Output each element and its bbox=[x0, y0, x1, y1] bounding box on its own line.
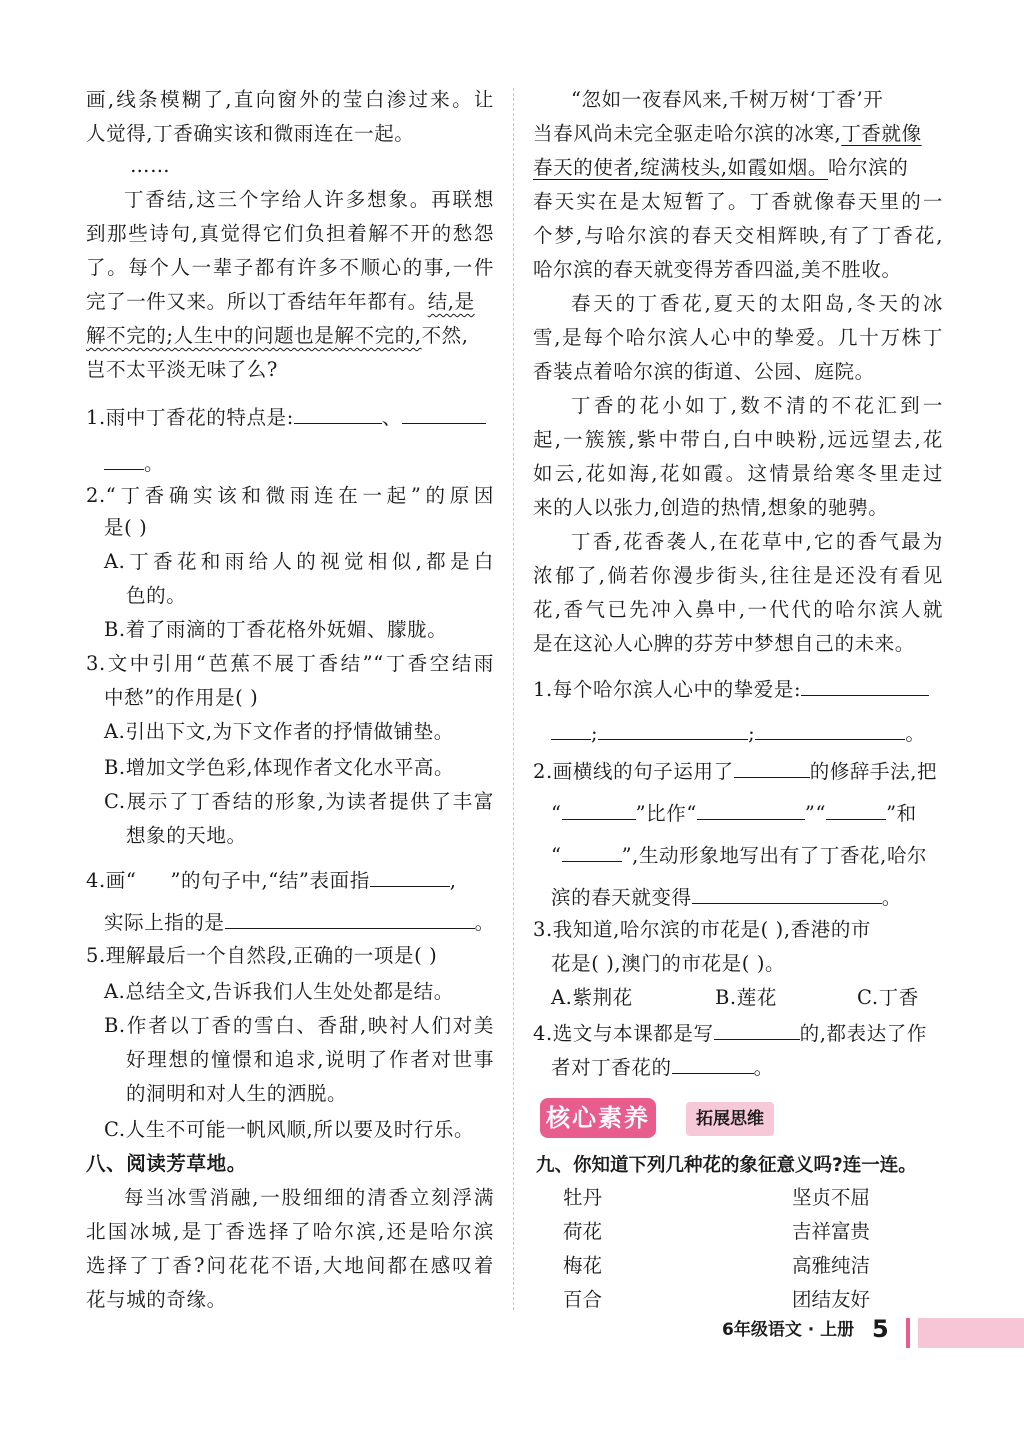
quote: “ bbox=[551, 802, 562, 825]
question-r3-cont: 花是( ),澳门的市花是( )。 bbox=[551, 952, 786, 975]
question-r1-cont bbox=[551, 719, 925, 747]
option-b: B.作者以丁香的雪白、香甜,映衬人们对美 bbox=[104, 1014, 494, 1037]
passage-text: 哈尔滨的 bbox=[828, 156, 909, 179]
passage-line: 浓郁了,倘若你漫步街头,往往是还没有看见 bbox=[533, 564, 943, 587]
page-number: 5 bbox=[872, 1315, 889, 1343]
answer-blank[interactable] bbox=[562, 799, 636, 820]
period: 。 bbox=[144, 452, 165, 475]
question-text: 1.每个哈尔滨人心中的挚爱是: bbox=[533, 678, 802, 701]
answer-blank[interactable] bbox=[294, 403, 382, 424]
question-text: 4.画“ bbox=[86, 869, 137, 892]
passage-line: 丁香的花小如丁,数不清的不花汇到一 bbox=[571, 394, 943, 417]
question-text: ”和 bbox=[886, 802, 917, 825]
question-text: 4.选文与本课都是写 bbox=[533, 1022, 714, 1045]
section-8-title: 八、阅读芳草地。 bbox=[86, 1152, 247, 1175]
passage-line: 了。每个人一辈子都有许多不顺心的事,一件 bbox=[86, 256, 494, 279]
question-r3: 3.我知道,哈尔滨的市花是( ),香港的市 bbox=[533, 918, 872, 941]
passage-text: 不然, bbox=[421, 324, 469, 347]
period: 。 bbox=[905, 722, 926, 745]
underlined-sentence: 春天的使者,绽满枝头,如霞如烟。 bbox=[533, 156, 828, 179]
question-text: 者对丁香花的 bbox=[551, 1056, 672, 1079]
flower-item[interactable]: 梅花 bbox=[563, 1254, 603, 1277]
separator: 、 bbox=[381, 406, 402, 429]
flower-item[interactable]: 荷花 bbox=[563, 1220, 603, 1243]
question-r2-cont bbox=[551, 841, 927, 869]
answer-blank[interactable] bbox=[104, 449, 144, 470]
question-text: 的修辞手法,把 bbox=[809, 760, 938, 783]
option-a: A.引出下文,为下文作者的抒情做铺垫。 bbox=[104, 720, 454, 743]
passage-line: 哈尔滨的春天就变得芳香四溢,美不胜收。 bbox=[533, 258, 902, 281]
passage-line: 人觉得,丁香确实该和微雨连在一起。 bbox=[86, 122, 415, 145]
footer-accent-bar bbox=[906, 1318, 910, 1348]
answer-blank[interactable] bbox=[692, 883, 882, 904]
wavy-underlined-sentence: 结,是 bbox=[427, 290, 475, 313]
passage-line: 北国冰城,是丁香选择了哈尔滨,还是哈尔滨 bbox=[86, 1220, 494, 1243]
section-9-title: 九、你知道下列几种花的象征意义吗?连一连。 bbox=[536, 1155, 917, 1176]
wavy-underlined-sentence: 解不完的;人生中的问题也是解不完的, bbox=[86, 324, 422, 347]
question-5: 5.理解最后一个自然段,正确的一项是( ) bbox=[86, 944, 438, 967]
passage-line bbox=[86, 323, 469, 349]
question-text: 实际上指的是 bbox=[104, 911, 225, 934]
answer-blank[interactable] bbox=[402, 403, 486, 424]
question-2-cont: 是( ) bbox=[104, 516, 148, 539]
option-a: A.丁香花和雨给人的视觉相似,都是白 bbox=[104, 550, 494, 573]
passage-text: 完了一件又来。所以丁香结年年都有。 bbox=[86, 290, 428, 313]
passage-line: 个梦,与哈尔滨的春天交相辉映,有了丁香花, bbox=[533, 224, 943, 247]
option-c: C.人生不可能一帆风顺,所以要及时行乐。 bbox=[104, 1118, 475, 1141]
question-text: ”,生动形象地写出有了丁香花,哈尔 bbox=[621, 844, 928, 867]
period: 。 bbox=[881, 886, 902, 909]
option-c: C.丁香 bbox=[857, 986, 919, 1009]
period: 。 bbox=[753, 1056, 774, 1079]
answer-blank[interactable] bbox=[225, 908, 475, 929]
section-heading bbox=[540, 1098, 810, 1142]
book-label: 6年级语文 · 上册 bbox=[722, 1320, 855, 1340]
question-4-cont bbox=[104, 908, 495, 936]
answer-blank[interactable] bbox=[551, 719, 591, 740]
meaning-item[interactable]: 高雅纯洁 bbox=[792, 1254, 871, 1277]
underlined-sentence: 丁香就像 bbox=[841, 122, 922, 145]
option-a: A.总结全文,告诉我们人生处处都是结。 bbox=[104, 980, 454, 1003]
passage-line: 起,一簇簇,紫中带白,白中映粉,远远望去,花 bbox=[533, 428, 943, 451]
passage-line: 是在这沁人心脾的芬芳中梦想自己的未来。 bbox=[533, 632, 915, 655]
question-text: 的,都表达了作 bbox=[799, 1022, 928, 1045]
meaning-item[interactable]: 吉祥富贵 bbox=[792, 1220, 871, 1243]
footer-accent-block bbox=[918, 1318, 1024, 1348]
option-a-cont: 色的。 bbox=[126, 584, 187, 607]
answer-blank[interactable] bbox=[672, 1053, 754, 1074]
option-b: B.增加文学色彩,体现作者文化水平高。 bbox=[104, 756, 455, 779]
passage-line: 春天的丁香花,夏天的太阳岛,冬天的冰 bbox=[571, 292, 943, 315]
option-b: B.莲花 bbox=[715, 986, 777, 1009]
passage-line: 春天实在是太短暂了。丁香就像春天里的一 bbox=[533, 190, 943, 213]
quote: “ bbox=[551, 844, 562, 867]
question-text: ”的句子中,“结”表面指 bbox=[170, 869, 370, 892]
question-r2 bbox=[533, 757, 937, 785]
question-r1 bbox=[533, 675, 929, 703]
flower-item[interactable]: 牡丹 bbox=[563, 1186, 603, 1209]
quote: ”“ bbox=[804, 802, 827, 825]
question-text: ”比作“ bbox=[635, 802, 697, 825]
flower-item[interactable]: 百合 bbox=[563, 1288, 603, 1311]
passage-line: 花与城的奇缘。 bbox=[86, 1288, 227, 1311]
question-3-cont: 中愁”的作用是( ) bbox=[104, 686, 259, 709]
period: 。 bbox=[474, 911, 495, 934]
answer-blank[interactable] bbox=[370, 866, 450, 887]
passage-line: 丁香结,这三个字给人许多想象。再联想 bbox=[124, 188, 494, 211]
heading-main: 核心素养 bbox=[540, 1098, 656, 1138]
passage-line: 选择了丁香?问花花不语,大地间都在感叹着 bbox=[86, 1254, 494, 1277]
heading-sub: 拓展思维 bbox=[686, 1102, 774, 1136]
passage-line: 雪,是每个哈尔滨人心中的挚爱。几十万株丁 bbox=[533, 326, 943, 349]
question-text: 1.雨中丁香花的特点是: bbox=[86, 406, 294, 429]
passage-line: 到那些诗句,真觉得它们负担着解不开的愁怨 bbox=[86, 222, 494, 245]
answer-blank[interactable] bbox=[697, 799, 805, 820]
option-b-cont: 好理想的憧憬和追求,说明了作者对世事 bbox=[126, 1048, 494, 1071]
question-text: 滨的春天就变得 bbox=[551, 886, 692, 909]
passage-line: 花,香气已先冲入鼻中,一代代的哈尔滨人就 bbox=[533, 598, 943, 621]
answer-blank[interactable] bbox=[598, 719, 748, 740]
meaning-item[interactable]: 团结友好 bbox=[792, 1288, 871, 1311]
question-r2-cont bbox=[551, 799, 917, 827]
comma: , bbox=[449, 869, 457, 892]
question-2: 2.“丁香确实该和微雨连在一起”的原因 bbox=[86, 484, 494, 507]
option-a: A.紫荆花 bbox=[551, 986, 633, 1009]
question-1-cont bbox=[104, 449, 164, 477]
passage-line: 每当冰雪消融,一股细细的清香立刻浮满 bbox=[124, 1186, 494, 1209]
question-r4-cont bbox=[551, 1053, 774, 1081]
passage-line bbox=[533, 121, 922, 147]
answer-blank[interactable] bbox=[755, 719, 905, 740]
semicolon: ; bbox=[591, 722, 599, 745]
option-b: B.着了雨滴的丁香花格外妩媚、朦胧。 bbox=[104, 618, 448, 641]
meaning-item[interactable]: 坚贞不屈 bbox=[792, 1186, 871, 1209]
option-c-cont: 想象的天地。 bbox=[126, 824, 247, 847]
passage-line: 丁香,花香袭人,在花草中,它的香气最为 bbox=[571, 530, 943, 553]
passage-line bbox=[533, 155, 908, 181]
question-3: 3.文中引用“芭蕉不展丁香结”“丁香空结雨 bbox=[86, 652, 494, 675]
passage-line: 香装点着哈尔滨的街道、公园、庭院。 bbox=[533, 360, 875, 383]
passage-line: “忽如一夜春风来,千树万树‘丁香’开 bbox=[571, 88, 884, 111]
passage-line bbox=[86, 289, 494, 315]
semicolon: ; bbox=[748, 722, 756, 745]
answer-blank[interactable] bbox=[826, 799, 886, 820]
passage-line: 如云,花如海,花如霞。这情景给寒冬里走过 bbox=[533, 462, 943, 485]
passage-line: 画,线条模糊了,直向窗外的莹白渗过来。让 bbox=[86, 88, 494, 111]
answer-blank[interactable] bbox=[562, 841, 622, 862]
answer-blank[interactable] bbox=[801, 675, 929, 696]
passage-line: 来的人以张力,创造的热情,想象的驰骋。 bbox=[533, 496, 889, 519]
question-r4 bbox=[533, 1019, 927, 1047]
question-text: 2.画横线的句子运用了 bbox=[533, 760, 734, 783]
column-divider bbox=[513, 88, 514, 1310]
answer-blank[interactable] bbox=[734, 757, 810, 778]
question-r2-cont bbox=[551, 883, 902, 911]
option-c: C.展示了丁香结的形象,为读者提供了丰富 bbox=[104, 790, 494, 813]
passage-text: 当春风尚未完全驱走哈尔滨的冰寒, bbox=[533, 122, 842, 145]
answer-blank[interactable] bbox=[714, 1019, 800, 1040]
ellipsis: …… bbox=[130, 154, 171, 177]
passage-line: 岂不太平淡无味了么? bbox=[86, 358, 278, 381]
option-b-cont: 的洞明和对人生的洒脱。 bbox=[126, 1082, 348, 1105]
question-4 bbox=[86, 866, 457, 894]
wavy-sample bbox=[136, 868, 170, 894]
question-1 bbox=[86, 403, 486, 431]
